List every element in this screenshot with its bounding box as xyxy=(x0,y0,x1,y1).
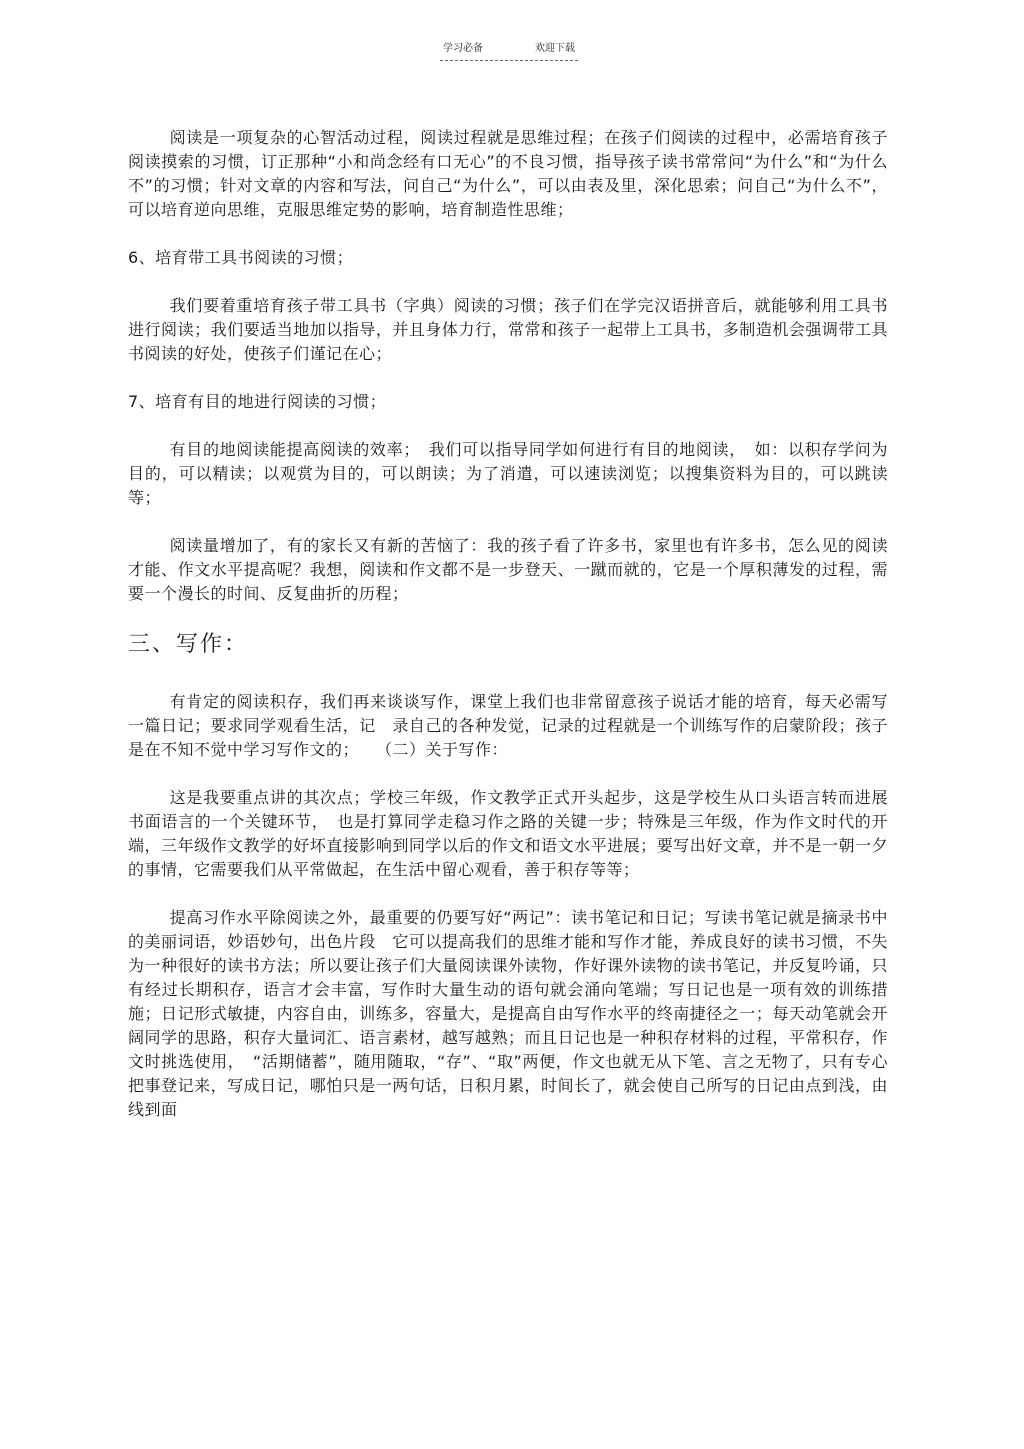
section-title-writing: 三、写作： xyxy=(128,632,249,657)
paragraph-reading-thinking: 阅读是一项复杂的心智活动过程，阅读过程就是思维过程；在孩子们阅读的过程中，必需培育孩子阅读摸索的习惯，订正那种“小和尚念经有口无心”的不良习惯，指导孩子读书常常问“为什么”和“为什么不”的习惯；针对文章的内容和写法，问自己“为什么”，可以由表及里，深化思索；问自己“为什么不”，可以培育逆向思维，克服思维定势的影响，培育制造性思维； xyxy=(128,128,888,219)
header-right-text: 欢迎下载 xyxy=(535,43,575,54)
heading-habit-6: 6、培育带工具书阅读的习惯； xyxy=(128,248,354,267)
paragraph-grade-three: 这是我要重点讲的其次点；学校三年级，作文教学正式开头起步，这是学校生从口头语言转而进展书面语言的一个关键环节， 也是打算同学走稳习作之路的关键一步；特殊是三年级，作为作文时代的开端，三年级作文教学的好坏直接影响到同学以后的作文和语文水平进展；要写出好文章，并不是一朝一夕的事情，它需要我们从平常做起，在生活中留心观看，善于积存等等； xyxy=(128,788,888,879)
paragraph-purposeful-reading: 有目的地阅读能提高阅读的效率； 我们可以指导同学如何进行有目的地阅读， 如：以积存学问为目的，可以精读；以观赏为目的，可以朗读；为了消遣，可以速读浏览；以搜集资料为目的，可以跳读等； xyxy=(128,440,888,507)
document-body xyxy=(128,126,888,1146)
paragraph-reference-books: 我们要着重培育孩子带工具书（字典）阅读的习惯；孩子们在学完汉语拼音后，就能够利用工具书进行阅读；我们要适当地加以指导，并且身体力行，常常和孩子一起带上工具书，多制造机会强调带工具书阅读的好处，使孩子们谨记在心； xyxy=(128,296,888,363)
header-left-text: 学习必备 xyxy=(443,43,483,54)
heading-habit-7: 7、培育有目的地进行阅读的习惯； xyxy=(128,392,387,411)
page-header xyxy=(0,42,1024,66)
paragraph-writing-intro: 有肯定的阅读积存，我们再来谈谈写作，课堂上我们也非常留意孩子说话才能的培育，每天必需写一篇日记；要求同学观看生活，记 录自己的各种发觉，记录的过程就是一个训练写作的启蒙阶段；孩子是在不知不觉中学习写作文的； （二）关于写作： xyxy=(128,692,888,759)
header-divider xyxy=(440,60,578,61)
paragraph-parent-concern: 阅读量增加了，有的家长又有新的苦恼了：我的孩子看了许多书，家里也有许多书，怎么见的阅读才能、作文水平提高呢？我想，阅读和作文都不是一步登天、一蹴而就的，它是一个厚积薄发的过程，需要一个漫长的时间、反复曲折的历程； xyxy=(128,536,888,603)
paragraph-two-records: 提高习作水平除阅读之外，最重要的仍要写好“两记”：读书笔记和日记；写读书笔记就是摘录书中的美丽词语，妙语妙句，出色片段 它可以提高我们的思维才能和写作才能，养成良好的读书习惯，不失为一种很好的读书方法；所以要让孩子们大量阅读课外读物，作好课外读物的读书笔记，并反复吟诵，只有经过长期积存，语言才会丰富，写作时大量生动的语句就会涌向笔端；写日记也是一项有效的训练措施；日记形式敏捷，内容自由，训练多，容量大，是提高自由写作水平的终南捷径之一；每天动笔就会开阔同学的思路，积存大量词汇、语言素材，越写越熟；而且日记也是一种积存材料的过程，平常积存，作文时挑选使用， “活期储蓄”，随用随取，“存”、“取”两便，作文也就无从下笔、言之无物了，只有专心把事登记来，写成日记，哪怕只是一两句话，日积月累，时间长了，就会使自己所写的日记由点到浅，由线到面 xyxy=(128,908,888,1119)
